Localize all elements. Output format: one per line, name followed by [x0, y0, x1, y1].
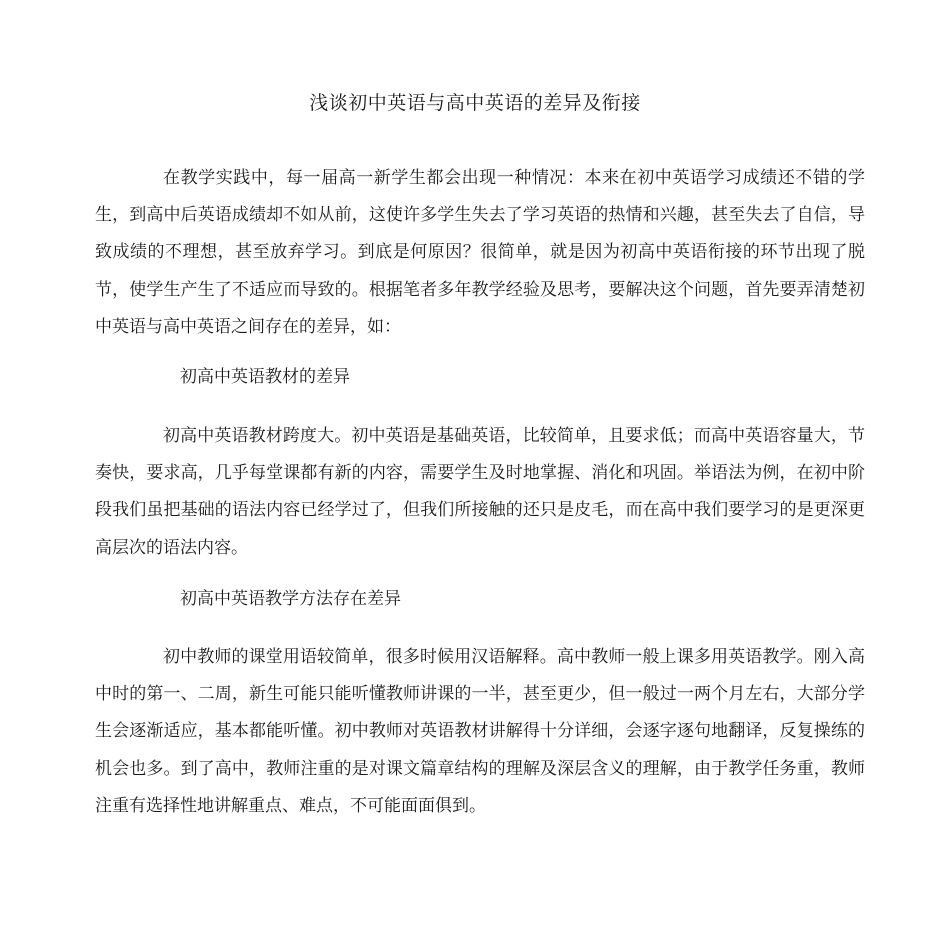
section-heading-teaching-method-differences: 初高中英语教学方法存在差异 — [180, 589, 401, 609]
document-title: 浅谈初中英语与高中英语的差异及衔接 — [309, 92, 641, 114]
intro-paragraph: 在教学实践中，每一届高一新学生都会出现一种情况：本来在初中英语学习成绩还不错的学生，到高中后英语成绩却不如从前，这使许多学生失去了学习英语的热情和兴趣，甚至失去了自信，导致成绩的不理想，甚至放弃学习。到底是何原因？很简单，就是因为初高中英语衔接的环节出现了脱节，使学生产生了不适应而导致的。根据笔者多年教学经验及思考，要解决这个问题，首先要弄清楚初中英语与高中英语之间存在的差异，如： — [95, 168, 865, 337]
section-body-teaching-method-differences: 初中教师的课堂用语较简单，很多时候用汉语解释。高中教师一般上课多用英语教学。刚入高中时的第一、二周，新生可能只能听懂教师讲课的一半，甚至更少，但一般过一两个月左右，大部分学生会逐渐适应，基本都能听懂。初中教师对英语教材讲解得十分详细，会逐字逐句地翻译，反复操练的机会也多。到了高中，教师注重的是对课文篇章结构的理解及深层含义的理解，由于教学任务重，教师注重有选择性地讲解重点、难点，不可能面面俱到。 — [95, 647, 865, 816]
section-heading-textbook-differences: 初高中英语教材的差异 — [180, 367, 350, 387]
section-body-textbook-differences: 初高中英语教材跨度大。初中英语是基础英语，比较简单，且要求低；而高中英语容量大，节奏快，要求高，几乎每堂课都有新的内容，需要学生及时地掌握、消化和巩固。举语法为例，在初中阶段我们虽把基础的语法内容已经学过了，但我们所接触的还只是皮毛，而在高中我们要学习的是更深更高层次的语法内容。 — [95, 426, 865, 558]
